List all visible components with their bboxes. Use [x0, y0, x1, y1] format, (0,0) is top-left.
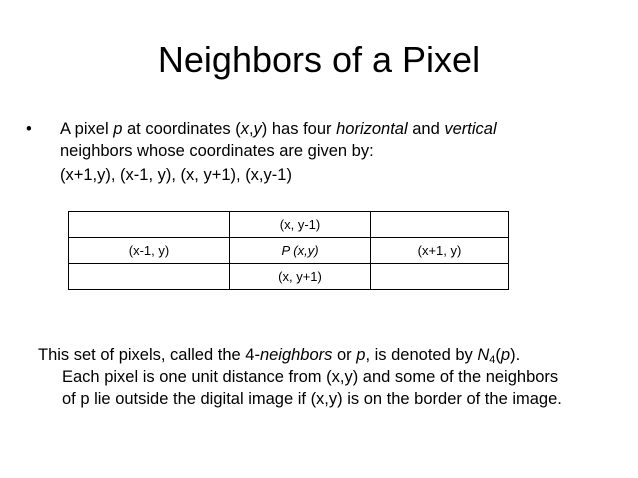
- bottom-emph-neighbors: neighbors: [259, 346, 333, 364]
- bottom-text-seg: ).: [510, 346, 521, 364]
- bullet-var-y: y: [253, 120, 262, 138]
- table-row: [69, 238, 509, 264]
- bottom-text-seg: , is denoted by: [365, 346, 478, 364]
- table-cell: [69, 264, 230, 290]
- bullet-text: [60, 118, 626, 162]
- coordinates-line: (x+1,y), (x-1, y), (x, y+1), (x,y-1): [60, 166, 292, 184]
- table-row: [69, 212, 509, 238]
- table-cell-center: P (x,y): [230, 238, 371, 264]
- bullet-text-seg: A pixel: [60, 120, 114, 138]
- bullet-text-seg: ) has four: [261, 120, 337, 138]
- bottom-text-seg: This set of pixels, called the 4-: [38, 346, 260, 364]
- table-cell: (x, y+1): [230, 264, 371, 290]
- bottom-paragraph: [38, 344, 628, 410]
- table-cell: (x+1, y): [371, 238, 509, 264]
- bullet-text-seg: ,: [248, 120, 254, 138]
- table-cell: [69, 212, 230, 238]
- bottom-var-p: p: [500, 346, 511, 364]
- bullet-text-seg: and: [407, 120, 445, 138]
- bullet-paragraph: [26, 118, 626, 162]
- bottom-line-3: of p lie outside the digital image if (x,y) is on the border of the image.: [62, 390, 562, 408]
- bullet-text-seg: at coordinates (: [122, 120, 241, 138]
- bullet-emph-horizontal: horizontal: [336, 120, 408, 138]
- table-cell: (x-1, y): [69, 238, 230, 264]
- bullet-marker: •: [26, 120, 32, 138]
- bottom-var-n: N: [477, 346, 490, 364]
- bullet-emph-vertical: vertical: [444, 120, 497, 138]
- bullet-var-p: p: [113, 120, 123, 138]
- table-cell: (x, y-1): [230, 212, 371, 238]
- bullet-var-x: x: [240, 120, 249, 138]
- bottom-line-2: Each pixel is one unit distance from (x,y) and some of the neighbors: [62, 368, 559, 386]
- table-cell: [371, 212, 509, 238]
- bottom-text-seg: (: [495, 346, 501, 364]
- bottom-var-p: p: [356, 346, 366, 364]
- bullet-text-seg: neighbors whose coordinates are given by:: [60, 142, 374, 160]
- bottom-subscript: 4: [489, 354, 496, 366]
- neighbors-table: [68, 211, 509, 290]
- table-cell: [371, 264, 509, 290]
- slide-title: Neighbors of a Pixel: [157, 39, 481, 80]
- bottom-text-seg: or: [332, 346, 357, 364]
- table-row: [69, 264, 509, 290]
